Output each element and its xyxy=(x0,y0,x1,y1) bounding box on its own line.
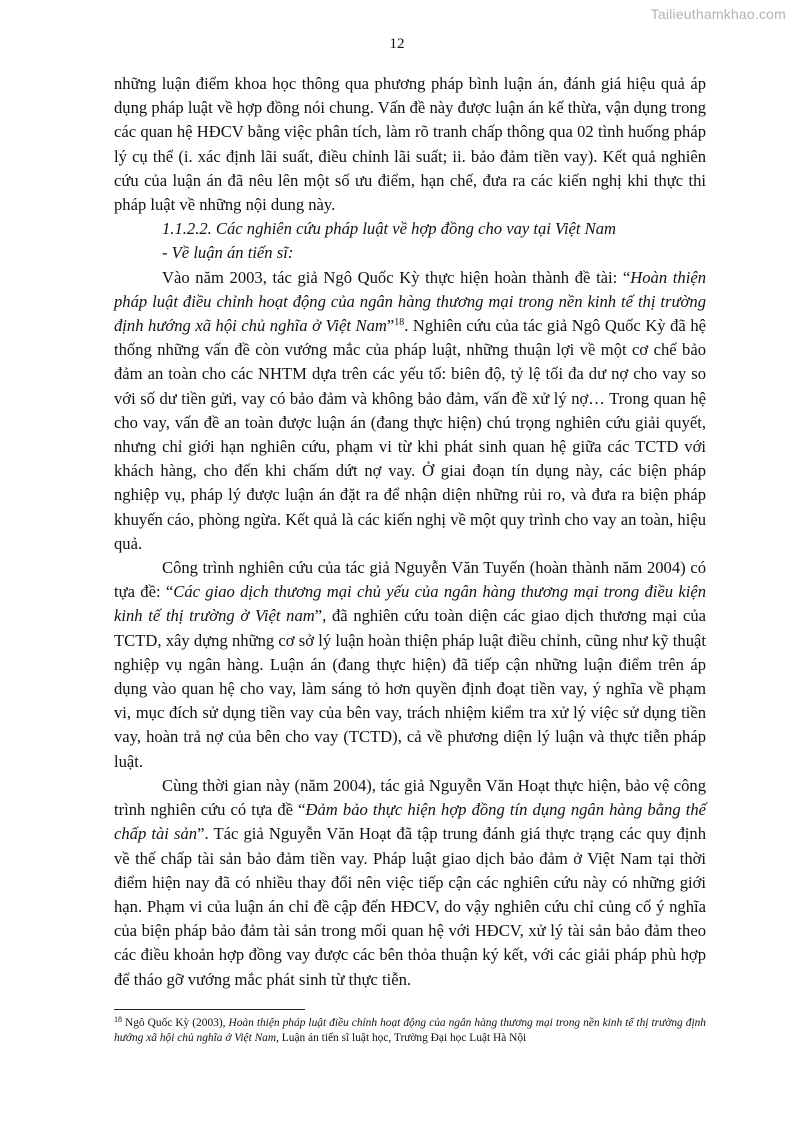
footnote-rest: Luận án tiến sĩ luật học, Trường Đại học Luật Hà Nội xyxy=(278,1032,527,1044)
subheading xyxy=(114,241,706,265)
p2-lead: Vào năm 2003, tác giả Ngô Quốc Kỳ thực hiện hoàn thành đề tài: “ xyxy=(162,267,631,287)
section-heading xyxy=(114,217,706,241)
p3-body: ”, đã nghiên cứu toàn diện các giao dịch thương mại của TCTD, xây dựng những cơ sở lý luận hoàn thiện pháp luật điều chỉnh, cũng như kỹ thuật nghiệp vụ ngân hàng. Luận án (đang thực hiện) đã tiếp cận những luận điểm trên áp dụng vào quan hệ cho vay, làm sáng tỏ hơn quyền định đoạt tiền vay, ý nghĩa về phạm vi, mục đích sử dụng tiền vay của bên vay, trách nhiệm kiểm tra xử lý việc sử dụng tiền vay, hoàn trả nợ của bên cho vay (TCTD), cả về phương diện lý luận và thực tiễn pháp luật. xyxy=(114,606,706,771)
p2-close-quote: ” xyxy=(386,316,395,336)
section-heading-text: 1.1.2.2. Các nghiên cứu pháp luật về hợp đồng cho vay tại Việt Nam xyxy=(162,219,617,239)
paragraph-1: những luận điểm khoa học thông qua phương pháp bình luận án, đánh giá hiệu quả áp dụng pháp luật về hợp đồng nói chung. Vấn đề này được luận án kế thừa, vận dụng trong các quan hệ HĐCV bằng việc phân tích, làm rõ tranh chấp thông qua 02 tình huống pháp lý cụ thể (i. xác định lãi suất, điều chỉnh lãi suất; ii. bảo đảm tiền vay). Kết quả nghiên cứu của luận án đã nêu lên một số ưu điểm, hạn chế, đưa ra các kiến nghị khi thực thi pháp luật về những nội dung này. xyxy=(114,74,706,215)
document-body xyxy=(114,72,706,992)
paragraph-4 xyxy=(114,774,706,992)
subheading-text: - Về luận án tiến sĩ: xyxy=(162,243,294,263)
footnote-title: Hoàn thiện pháp luật điều chỉnh hoạt động của ngân hàng thương mại trong nền kinh tế thị trường định hướng xã hội chủ nghĩa ở Việt Nam, xyxy=(114,1017,707,1044)
paragraph-3 xyxy=(114,556,706,774)
footnote-number: 18 xyxy=(114,1015,122,1024)
watermark-text: Tailieuthamkhao.com xyxy=(650,6,786,22)
footnote-ref-18[interactable]: 18 xyxy=(394,317,405,329)
footnote-divider xyxy=(114,1009,305,1010)
p4-lead: Cùng thời gian này (năm 2004), tác giả Nguyễn Văn Hoạt thực hiện, bảo vệ công trình nghiên cứu có tựa đề “ xyxy=(114,775,706,820)
paragraph-2 xyxy=(114,266,706,556)
p2-thesis-title: Hoàn thiện pháp luật điều chỉnh hoạt động của ngân hàng thương mại trong nền kinh tế thị trường định hướng xã hội chủ nghĩa ở Việt Nam xyxy=(114,267,706,336)
p3-lead: Công trình nghiên cứu của tác giả Nguyễn Văn Tuyến (hoàn thành năm 2004) có tựa đề: “ xyxy=(114,558,706,602)
footnote-author: Ngô Quốc Kỳ (2003), xyxy=(122,1017,229,1029)
p2-body: . Nghiên cứu của tác giả Ngô Quốc Kỳ đã hệ thống những vấn đề còn vướng mắc của pháp luật, những thuận lợi về một cơ chế bảo đảm an toàn cho các NHTM dựa trên các yếu tố: biên độ, tỷ lệ tối đa dư nợ cho vay so với số dư tiền gửi, vay có bảo đảm và không bảo đảm, vấn đề xử lý nợ… Trong quan hệ cho vay, vấn đề an toàn được luận án (đang thực hiện) chú trọng nghiên cứu giải quyết, nhưng chỉ giới hạn nghiên cứu, phạm vi từ khi phát sinh quan hệ giữa các TCTD với khách hàng, cho đến khi chấm dứt nợ vay. Ở giai đoạn tín dụng này, các biện pháp nghiệp vụ, pháp lý được luận án đặt ra để nhận diện những rủi ro, và đưa ra biện pháp khuyến cáo, phòng ngừa. Kết quả là các kiến nghị về một quy trình cho vay an toàn, hiệu quả. xyxy=(114,316,706,553)
p3-thesis-title: Các giao dịch thương mại chủ yếu của ngân hàng thương mại trong điều kiện kinh tế thị trường ở Việt nam xyxy=(114,582,706,626)
p4-thesis-title: Đảm bảo thực hiện hợp đồng tín dụng ngân hàng bằng thế chấp tài sản xyxy=(114,800,706,844)
footnote-18 xyxy=(114,1016,706,1046)
p4-body: ”. Tác giả Nguyễn Văn Hoạt đã tập trung đánh giá thực trạng các quy định về thế chấp tài sản bảo đảm tiền vay. Pháp luật giao dịch bảo đảm ở Việt Nam tại thời điểm hiện nay đã có nhiều thay đổi nên việc tiếp cận các nghiên cứu này có những giới hạn. Phạm vi của luận án chỉ đề cập đến HĐCV, do vậy nghiên cứu chỉ củng cố ý nghĩa của biện pháp bảo đảm tài sản trong mối quan hệ với HĐCV, xử lý tài sản bảo đảm theo các điều khoản hợp đồng vay được các bên thỏa thuận ký kết, với các giải pháp phù hợp để tháo gỡ vướng mắc phát sinh từ thực tiễn. xyxy=(114,824,706,989)
page-number: 12 xyxy=(389,36,405,52)
